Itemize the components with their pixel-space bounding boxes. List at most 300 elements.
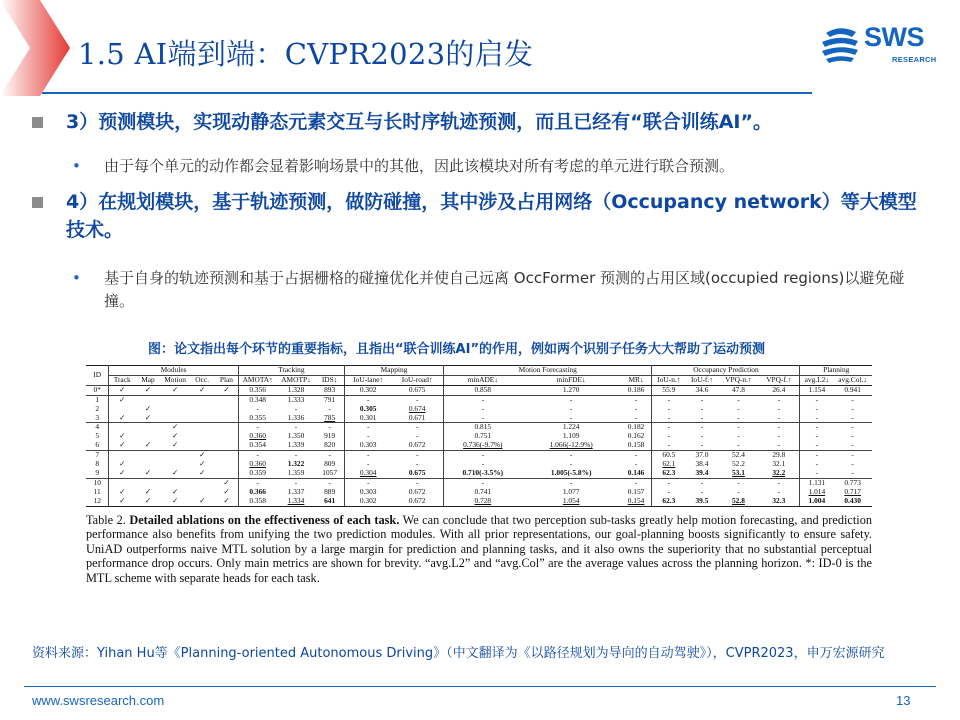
module-check-cell: ✓	[144, 413, 152, 422]
module-check-cell: ✓	[189, 451, 215, 460]
metric-cell: -	[685, 395, 718, 404]
metric-cell: -	[667, 441, 671, 450]
col-header-id: ID	[86, 366, 109, 386]
module-check-cell: ✓	[215, 478, 238, 487]
metric-cell: 0.186	[621, 385, 652, 395]
module-check-cell	[215, 414, 238, 423]
metric-cell: 39.4	[695, 468, 709, 477]
table-row	[86, 405, 872, 414]
metric-cell: 0.815	[444, 423, 522, 432]
module-check-cell: ✓	[171, 441, 179, 450]
module-check-cell: ✓	[199, 468, 206, 477]
metric-cell: -	[315, 423, 344, 432]
col-header: Occ.	[189, 375, 215, 385]
metric-cell: -	[700, 404, 704, 413]
metric-cell: 38.4	[695, 460, 709, 469]
module-check-cell	[161, 395, 189, 404]
metric-cell: 37.0	[685, 451, 718, 460]
row-id: 2	[86, 405, 109, 414]
metric-cell: 0.182	[621, 423, 652, 432]
table-row	[86, 488, 872, 497]
module-check-cell	[215, 423, 238, 432]
metric-cell: 0.751	[474, 432, 492, 441]
module-check-cell: ✓	[189, 385, 215, 395]
metric-cell: -	[667, 487, 671, 496]
module-check-cell	[135, 478, 161, 487]
col-header: minADE↓	[444, 375, 522, 385]
module-check-cell	[189, 405, 215, 414]
metric-cell: -	[294, 404, 298, 413]
dot-bullet-icon: •	[72, 269, 81, 287]
metric-cell: -	[366, 460, 370, 469]
module-check-cell: ✓	[171, 468, 179, 477]
row-id: 9	[86, 469, 109, 478]
metric-cell: -	[685, 423, 718, 432]
metric-cell: -	[621, 405, 652, 414]
metric-cell: 0.303	[359, 441, 377, 450]
metric-cell: -	[758, 441, 800, 450]
module-check-cell: ✓	[119, 413, 126, 422]
metric-cell: 0.672	[391, 497, 443, 506]
figure-caption: 图：论文指出每个环节的重要指标，且指出“联合训练AI”的作用，例如两个识别子任务大大帮助了运动预测	[148, 342, 765, 357]
paper-excerpt	[86, 365, 872, 635]
metric-cell: -	[700, 432, 704, 441]
metric-cell: 0.672	[391, 441, 443, 450]
module-check-cell: ✓	[161, 497, 189, 506]
metric-cell: 791	[315, 395, 344, 404]
metric-cell: 1.359	[287, 468, 305, 477]
metric-cell: 1.328	[277, 385, 316, 395]
module-check-cell: ✓	[215, 385, 238, 395]
metric-cell: -	[277, 423, 316, 432]
metric-cell: -	[569, 413, 573, 422]
col-header: Map	[135, 375, 161, 385]
metric-cell: 0.162	[621, 432, 652, 441]
metric-cell: 1.339	[287, 441, 305, 450]
row-id: 1	[86, 395, 109, 404]
module-check-cell	[215, 395, 238, 404]
metric-cell: 1.270	[522, 385, 621, 395]
module-check-cell	[215, 469, 238, 478]
module-check-cell	[161, 451, 189, 460]
title-chevron-icon	[0, 0, 70, 100]
metric-cell: -	[315, 405, 344, 414]
col-header: VPQ-f.↑	[758, 375, 800, 385]
metric-cell: 1.131	[800, 478, 833, 487]
module-check-cell	[135, 432, 161, 441]
row-id: 10	[86, 478, 109, 487]
module-check-cell: ✓	[144, 404, 152, 413]
metric-cell: 0.359	[249, 468, 267, 477]
metric-cell: -	[851, 404, 854, 413]
metric-cell: -	[621, 414, 652, 423]
sub-bullet-text: 由于每个单元的动作都会显着影响场景中的其他，因此该模块对所有考虑的单元进行联合预测。	[104, 157, 735, 175]
metric-cell: -	[719, 423, 759, 432]
metric-cell: 0.146	[621, 469, 652, 478]
metric-cell: -	[815, 460, 819, 469]
metric-cell: 62.3	[662, 468, 676, 477]
metric-cell: 0.717	[844, 487, 861, 496]
metric-cell: -	[652, 423, 685, 432]
metric-cell: 52.2	[731, 460, 745, 469]
group-header-occupancy: Occupancy Prediction	[652, 366, 800, 376]
group-header-planning: Planning	[800, 366, 872, 376]
module-check-cell	[189, 488, 215, 497]
module-check-cell	[189, 432, 215, 441]
metric-cell: -	[345, 423, 392, 432]
col-header: VPQ-n.↑	[719, 375, 759, 385]
page-title: 1.5 AI端到端：CVPR2023的启发	[78, 37, 534, 71]
bullet-text: 3）预测模块，实现动静态元素交互与长时序轨迹预测，而且已经有“联合训练AI”。	[66, 111, 772, 133]
metric-cell: 893	[315, 385, 344, 395]
metric-cell: -	[345, 451, 392, 460]
module-check-cell	[189, 478, 215, 487]
metric-cell: 1.337	[287, 487, 305, 496]
sws-logo-icon	[818, 26, 862, 64]
metric-cell: -	[315, 451, 344, 460]
metric-cell: 0.728	[444, 497, 522, 506]
metric-cell: -	[719, 395, 759, 404]
metric-cell: -	[621, 395, 652, 404]
group-header-mapping: Mapping	[345, 366, 444, 376]
metric-cell: -	[815, 468, 819, 477]
group-header-modules: Modules	[109, 366, 238, 376]
metric-cell: 919	[315, 432, 344, 441]
table-column-header-row	[86, 375, 872, 385]
source-note: 资料来源：Yihan Hu等《Planning-oriented Autonomous Driving》（中文翻译为《以路径规划为导向的自动驾驶》），CVPR2023，申万宏源研究	[32, 646, 885, 661]
bullet-text: 4）在规划模块，基于轨迹预测，做防碰撞，其中涉及占用网络（Occupancy network）等大模型技术。	[66, 191, 917, 241]
metric-cell: -	[667, 413, 671, 422]
metric-cell: 1.005(-5.8%)	[550, 468, 592, 477]
module-check-cell	[189, 414, 215, 423]
metric-cell: 1.154	[800, 385, 833, 395]
metric-cell: -	[391, 423, 443, 432]
module-check-cell	[109, 423, 135, 432]
metric-cell: -	[391, 478, 443, 487]
row-id: 5	[86, 432, 109, 441]
metric-cell: -	[737, 432, 740, 441]
metric-cell: -	[238, 478, 277, 487]
metric-cell: 0.858	[444, 385, 522, 395]
module-check-cell: ✓	[135, 385, 161, 395]
col-header: IoU-lane↑	[345, 375, 392, 385]
module-check-cell: ✓	[144, 468, 152, 477]
metric-cell: -	[851, 441, 854, 450]
metric-cell: -	[277, 451, 316, 460]
metric-cell: 47.8	[719, 385, 759, 395]
metric-cell: -	[800, 395, 833, 404]
page-number: 13	[896, 693, 911, 708]
metric-cell: -	[277, 478, 316, 487]
metric-cell: -	[652, 395, 685, 404]
metric-cell: -	[737, 413, 740, 422]
module-check-cell	[135, 451, 161, 460]
table-row	[86, 385, 872, 395]
col-header: AMOTA↑	[238, 375, 277, 385]
metric-cell: -	[758, 414, 800, 423]
module-check-cell: ✓	[199, 460, 206, 469]
metric-cell: -	[800, 423, 833, 432]
row-id: 7	[86, 451, 109, 460]
logo-subtext: RESEARCH	[892, 55, 937, 64]
module-check-cell	[215, 441, 238, 450]
metric-cell: 1.109	[562, 432, 580, 441]
module-check-cell	[109, 451, 135, 460]
row-id: 11	[86, 488, 109, 497]
title-bar	[0, 0, 960, 100]
metric-cell: 0.358	[238, 497, 277, 506]
module-check-cell	[189, 441, 215, 450]
metric-cell: 785	[315, 414, 344, 423]
logo-text: SWS	[864, 22, 925, 52]
metric-cell: -	[815, 413, 819, 422]
metric-cell: 0.348	[238, 395, 277, 404]
metric-cell: 641	[315, 497, 344, 506]
metric-cell: -	[667, 432, 671, 441]
metric-cell: -	[758, 432, 800, 441]
metric-cell: -	[758, 423, 800, 432]
metric-cell: -	[833, 395, 872, 404]
metric-cell: -	[391, 451, 443, 460]
metric-cell: -	[815, 432, 819, 441]
module-check-cell	[161, 478, 189, 487]
footer-divider	[24, 686, 936, 687]
table-row	[86, 432, 872, 441]
metric-cell: -	[366, 432, 370, 441]
row-id: 8	[86, 460, 109, 469]
metric-cell: 0.360	[249, 432, 267, 441]
metric-cell: 1.334	[277, 497, 316, 506]
metric-cell: -	[569, 404, 573, 413]
metric-cell: 52.8	[719, 497, 759, 506]
module-check-cell: ✓	[119, 487, 126, 496]
bullet-prediction-module	[32, 108, 932, 136]
metric-cell: -	[481, 404, 485, 413]
module-check-cell	[135, 460, 161, 469]
module-check-cell	[189, 423, 215, 432]
table-row	[86, 395, 872, 404]
metric-cell: -	[851, 413, 854, 422]
metric-cell: 889	[315, 488, 344, 497]
table-row	[86, 460, 872, 469]
metric-cell: 55.9	[652, 385, 685, 395]
metric-cell: 32.3	[758, 497, 800, 506]
module-check-cell: ✓	[119, 460, 126, 469]
metric-cell: 1.077	[562, 487, 580, 496]
metric-cell: 1.066(-12.9%)	[549, 441, 593, 450]
metric-cell: -	[851, 468, 854, 477]
module-check-cell	[215, 460, 238, 469]
col-header: avg.L2↓	[800, 375, 833, 385]
ablation-table	[86, 365, 872, 507]
metric-cell: -	[621, 451, 652, 460]
metric-cell: 0.355	[249, 413, 267, 422]
module-check-cell	[215, 405, 238, 414]
square-bullet-icon	[32, 117, 43, 128]
table-row	[86, 469, 872, 478]
metric-cell: -	[851, 460, 854, 469]
module-check-cell: ✓	[144, 441, 152, 450]
sub-bullet-collision-avoidance	[72, 267, 932, 313]
module-check-cell	[189, 395, 215, 404]
metric-cell: -	[569, 460, 573, 469]
metric-cell: 820	[315, 441, 344, 450]
module-check-cell: ✓	[109, 385, 135, 395]
table-row	[86, 423, 872, 432]
table-caption-body: We can conclude that two perception sub-tasks greatly help motion forecasting, and prediction performance also benefits from unifying the two prediction modules. With all prior representations, our goal-planning boosts significantly to ensure safety. UniAD outperforms naive MTL solution by a large margin for prediction and planning tasks, and it also owns the superiority that no substantial perceptual performance drop occurs. Only main metrics are shown for brevity. “avg.L2” and “avg.Col” are the average values across the planning horizon. *: ID-0 is the MTL scheme with separate heads for each task.	[86, 512, 872, 585]
module-check-cell	[161, 405, 189, 414]
metric-cell: -	[621, 460, 652, 469]
col-header: minFDE↓	[522, 375, 621, 385]
metric-cell: 1.014	[808, 487, 826, 496]
module-check-cell: ✓	[215, 488, 238, 497]
module-check-cell: ✓	[109, 497, 135, 506]
metric-cell: 0.301	[359, 413, 377, 422]
metric-cell: -	[685, 478, 718, 487]
col-header: IoU-road↑	[391, 375, 443, 385]
metric-cell: -	[700, 441, 704, 450]
metric-cell: -	[621, 478, 652, 487]
module-check-cell: ✓	[119, 468, 126, 477]
module-check-cell: ✓	[144, 487, 152, 496]
title-underline	[42, 92, 812, 94]
metric-cell: -	[833, 451, 872, 460]
row-id: 12	[86, 497, 109, 506]
col-header: MR↓	[621, 375, 652, 385]
module-check-cell: ✓	[161, 423, 189, 432]
col-header: IoU-n.↑	[652, 375, 685, 385]
metric-cell: -	[700, 487, 704, 496]
metric-cell: 62.3	[652, 497, 685, 506]
table-row	[86, 451, 872, 460]
footer-website-link[interactable]: www.swsresearch.com	[32, 693, 165, 708]
metric-cell: 34.6	[685, 385, 718, 395]
col-header: Track	[109, 375, 135, 385]
sub-bullet-text: 基于自身的轨迹预测和基于占据栅格的碰撞优化并使自己远离 OccFormer 预测的占用区域(occupied regions)以避免碰撞。	[104, 269, 905, 310]
module-check-cell: ✓	[161, 385, 189, 395]
group-header-tracking: Tracking	[238, 366, 344, 376]
table-body	[86, 385, 872, 506]
table-row	[86, 478, 872, 487]
metric-cell: 0.675	[391, 469, 443, 478]
metric-cell: 52.4	[719, 451, 759, 460]
module-check-cell	[109, 405, 135, 414]
table-row	[86, 497, 872, 506]
table-caption	[86, 513, 872, 586]
metric-cell: 0.154	[621, 497, 652, 506]
metric-cell: -	[391, 432, 443, 441]
metric-cell: 0.674	[391, 405, 443, 414]
metric-cell: -	[737, 404, 740, 413]
row-id: 3	[86, 414, 109, 423]
group-header-motion: Motion Forecasting	[444, 366, 652, 376]
table-row	[86, 414, 872, 423]
metric-cell: 32.2	[758, 469, 800, 478]
module-check-cell	[161, 414, 189, 423]
metric-cell: -	[256, 404, 259, 413]
metric-cell: -	[667, 404, 671, 413]
metric-cell: -	[522, 395, 621, 404]
metric-cell: 0.941	[833, 385, 872, 395]
module-check-cell: ✓	[171, 432, 179, 441]
metric-cell: 1057	[315, 469, 344, 478]
metric-cell: -	[391, 395, 443, 404]
metric-cell: -	[833, 423, 872, 432]
metric-cell: -	[737, 441, 740, 450]
metric-cell: 1.350	[287, 432, 305, 441]
metric-cell: 0.157	[621, 488, 652, 497]
module-check-cell: ✓	[189, 497, 215, 506]
metric-cell: 26.4	[758, 385, 800, 395]
module-check-cell	[215, 432, 238, 441]
metric-cell: -	[238, 451, 277, 460]
bullet-planning-module	[32, 188, 932, 244]
metric-cell: -	[700, 413, 704, 422]
col-header: IDS↓	[315, 375, 344, 385]
metric-cell: -	[719, 478, 759, 487]
module-check-cell: ✓	[119, 432, 126, 441]
metric-cell: -	[391, 460, 443, 469]
row-id: 0*	[86, 385, 109, 395]
metric-cell: 29.8	[758, 451, 800, 460]
metric-cell: 0.354	[249, 441, 267, 450]
metric-cell: -	[522, 478, 621, 487]
table-row	[86, 441, 872, 450]
metric-cell: -	[800, 451, 833, 460]
module-check-cell: ✓	[109, 395, 135, 404]
metric-cell: 1.054	[522, 497, 621, 506]
metric-cell: -	[444, 478, 522, 487]
metric-cell: 0.158	[621, 441, 652, 450]
module-check-cell: ✓	[119, 441, 126, 450]
row-id: 4	[86, 423, 109, 432]
module-check-cell	[161, 460, 189, 469]
module-check-cell	[109, 478, 135, 487]
table-group-header-row	[86, 366, 872, 376]
metric-cell: 0.304	[359, 468, 377, 477]
metric-cell: -	[815, 441, 819, 450]
sub-bullet-joint-prediction	[72, 155, 892, 178]
metric-cell: -	[815, 404, 819, 413]
square-bullet-icon	[32, 197, 43, 208]
module-check-cell: ✓	[215, 497, 238, 506]
row-id: 6	[86, 441, 109, 450]
table-caption-title: Detailed ablations on the effectiveness of each task.	[129, 512, 400, 527]
metric-cell: 0.366	[249, 487, 267, 496]
metric-cell: -	[315, 478, 344, 487]
metric-cell: 53.1	[731, 468, 745, 477]
metric-cell: 0.773	[833, 478, 872, 487]
metric-cell: 1.322	[287, 460, 305, 469]
metric-cell: -	[758, 405, 800, 414]
metric-cell: 0.430	[833, 497, 872, 506]
col-header: Plan	[215, 375, 238, 385]
metric-cell: 1.336	[287, 413, 305, 422]
module-check-cell: ✓	[171, 487, 179, 496]
sws-logo	[818, 22, 943, 70]
metric-cell: -	[481, 460, 485, 469]
metric-cell: 1.224	[522, 423, 621, 432]
metric-cell: -	[851, 432, 854, 441]
col-header: avg.Col.↓	[833, 375, 872, 385]
metric-cell: 0.360	[249, 460, 267, 469]
metric-cell: 0.741	[474, 487, 492, 496]
module-check-cell	[135, 395, 161, 404]
metric-cell: -	[444, 451, 522, 460]
metric-cell: 0.305	[359, 404, 377, 413]
metric-cell: 0.302	[345, 385, 392, 395]
metric-cell: -	[522, 451, 621, 460]
